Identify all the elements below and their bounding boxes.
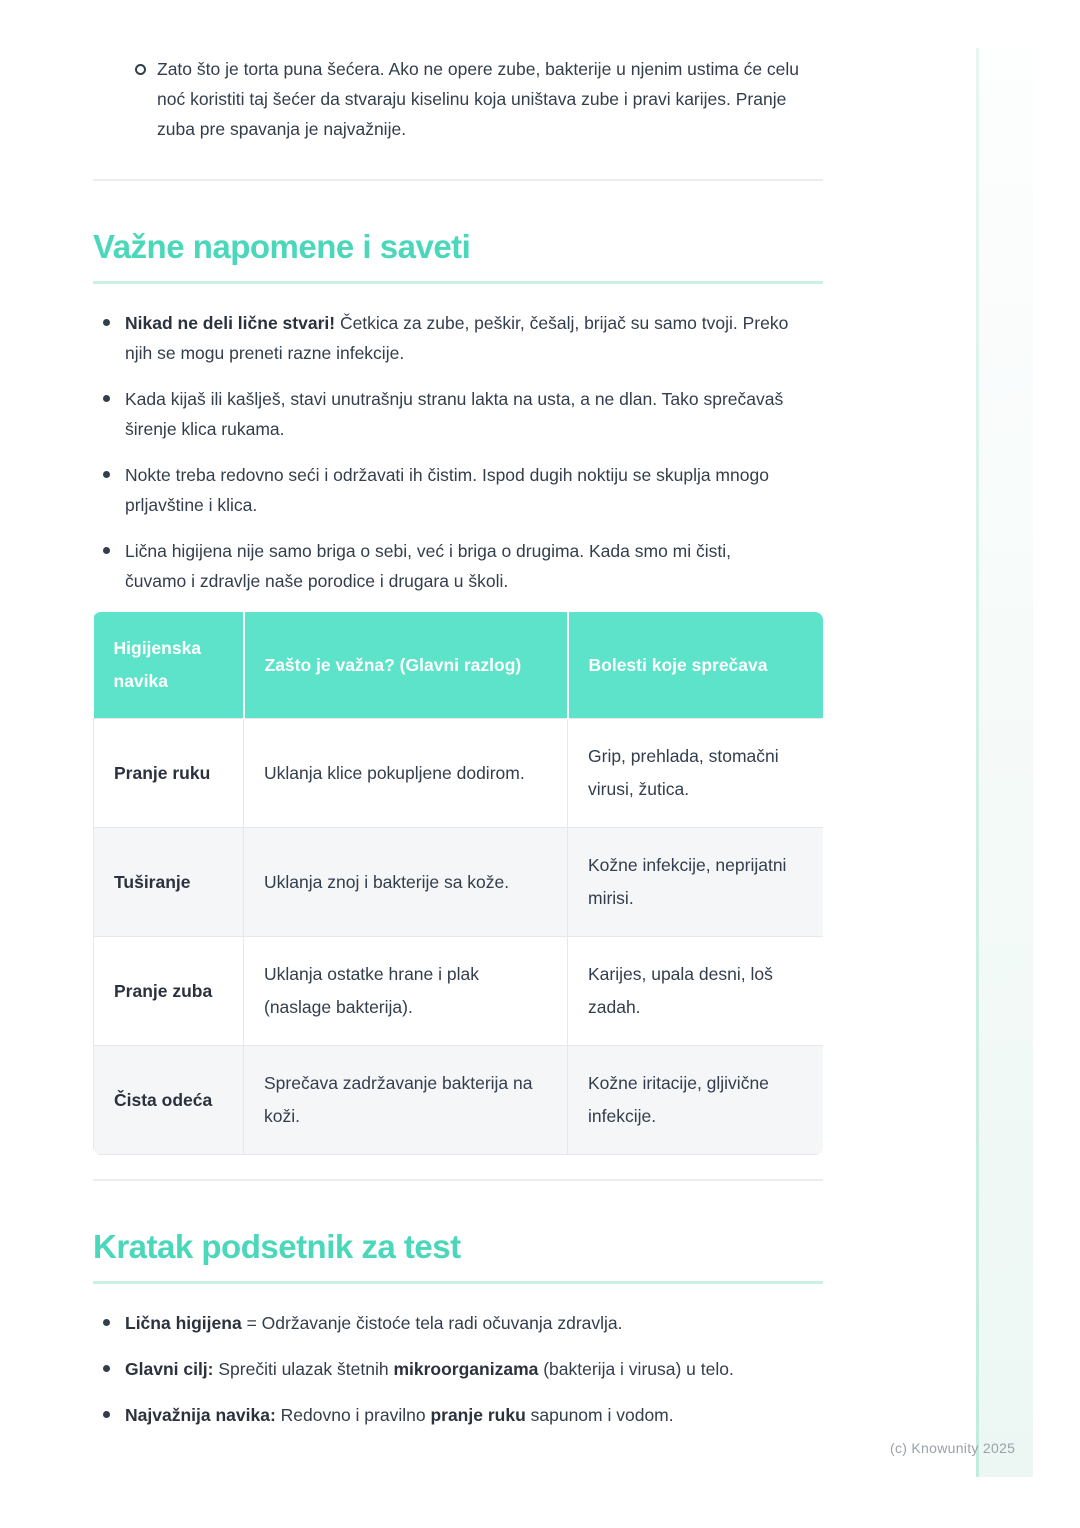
notes-bullet-list bbox=[93, 308, 823, 596]
text: sapunom i vodom. bbox=[525, 1405, 674, 1425]
bold-text: Najvažnija navika: bbox=[125, 1405, 276, 1425]
document-content bbox=[93, 0, 823, 1446]
reminder-bullet-list bbox=[93, 1308, 823, 1430]
text: Redovno i pravilno bbox=[275, 1405, 431, 1425]
table-row bbox=[94, 1046, 824, 1155]
list-item bbox=[93, 308, 793, 368]
bold-text: mikroorganizama bbox=[393, 1359, 539, 1379]
table-cell: Sprečava zadržavanje bakterija na koži. bbox=[244, 1046, 568, 1155]
section-divider bbox=[93, 179, 823, 181]
side-accent-strip bbox=[979, 48, 1033, 1477]
table-cell: Grip, prehlada, stomačni virusi, žutica. bbox=[568, 719, 824, 828]
column-header: Bolesti koje sprečava bbox=[568, 612, 824, 719]
section-title-reminder: Kratak podsetnik za test bbox=[93, 1228, 823, 1284]
text: Kada kijaš ili kašlješ, stavi unutrašnju stranu lakta na usta, a ne dlan. Tako sprečavaš širenje klica rukama. bbox=[125, 389, 784, 439]
column-header: Zašto je važna? (Glavni razlog) bbox=[244, 612, 568, 719]
table-row bbox=[94, 937, 824, 1046]
section-divider bbox=[93, 1179, 823, 1181]
hygiene-table-head bbox=[94, 612, 824, 719]
bold-text: pranje ruku bbox=[430, 1405, 526, 1425]
side-accent-strip-edge bbox=[976, 48, 979, 1477]
column-header: Higijenska navika bbox=[94, 612, 244, 719]
header-row bbox=[94, 612, 824, 719]
table-row bbox=[94, 828, 824, 937]
list-item bbox=[93, 384, 793, 444]
list-item bbox=[93, 536, 793, 596]
table-cell: Kožne infekcije, neprijatni mirisi. bbox=[568, 828, 824, 937]
table-row bbox=[94, 719, 824, 828]
row-header-cell: Tuširanje bbox=[94, 828, 244, 937]
bold-text: Glavni cilj: bbox=[125, 1359, 214, 1379]
table-cell: Uklanja ostatke hrane i plak (naslage bakterija). bbox=[244, 937, 568, 1046]
text: (bakterija i virusa) u telo. bbox=[538, 1359, 734, 1379]
text: Četkica za zube, peškir, češalj, brijač su samo tvoji. Preko njih se mogu preneti razne infekcije. bbox=[125, 313, 789, 363]
text: Sprečiti ulazak štetnih bbox=[213, 1359, 394, 1379]
hygiene-table bbox=[93, 612, 823, 1155]
copyright-text: (c) Knowunity 2025 bbox=[890, 1440, 1016, 1456]
table-cell: Uklanja klice pokupljene dodirom. bbox=[244, 719, 568, 828]
list-item bbox=[93, 1400, 793, 1430]
list-item bbox=[93, 54, 805, 144]
row-header-cell: Čista odeća bbox=[94, 1046, 244, 1155]
bold-text: Nikad ne deli lične stvari! bbox=[125, 313, 336, 333]
list-item bbox=[93, 1354, 793, 1384]
hygiene-table-body bbox=[94, 719, 824, 1155]
list-item bbox=[93, 460, 793, 520]
table-cell: Kožne iritacije, gljivične infekcije. bbox=[568, 1046, 824, 1155]
text: Nokte treba redovno seći i održavati ih čistim. Ispod dugih noktiju se skuplja mnogo prljavštine i klica. bbox=[125, 465, 769, 515]
section-title-notes: Važne napomene i saveti bbox=[93, 228, 823, 284]
hygiene-table-wrapper bbox=[93, 612, 823, 1155]
text: Zato što je torta puna šećera. Ako ne opere zube, bakterije u njenim ustima će celu noć koristiti taj šećer da stvaraju kiselinu koja uništava zube i pravi karijes. Pranje zuba pre spavanja je najvažnije. bbox=[157, 59, 800, 139]
bold-text: Lična higijena bbox=[125, 1313, 242, 1333]
row-header-cell: Pranje ruku bbox=[94, 719, 244, 828]
intro-sub-list bbox=[93, 0, 823, 144]
table-cell: Uklanja znoj i bakterije sa kože. bbox=[244, 828, 568, 937]
list-item bbox=[93, 1308, 793, 1338]
text: Lična higijena nije samo briga o sebi, već i briga o drugima. Kada smo mi čisti, čuvamo i zdravlje naše porodice i drugara u školi. bbox=[125, 541, 731, 591]
row-header-cell: Pranje zuba bbox=[94, 937, 244, 1046]
text: = Održavanje čistoće tela radi očuvanja zdravlja. bbox=[241, 1313, 623, 1333]
table-cell: Karijes, upala desni, loš zadah. bbox=[568, 937, 824, 1046]
